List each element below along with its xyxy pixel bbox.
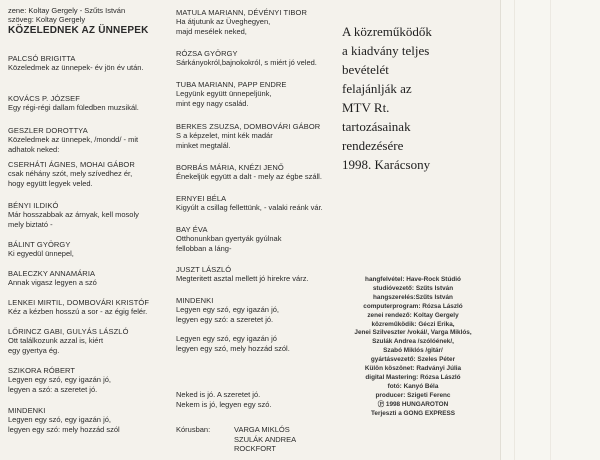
lyric-entry (176, 265, 334, 284)
credit-line: zenei rendező: Koltay Gergely (367, 311, 459, 319)
performer-name: JUSZT LÁSZLÓ (176, 265, 232, 274)
lyric-line: Ki egyedül ünnepel, (8, 249, 74, 258)
lyric-entry (176, 334, 334, 353)
lyric-line: Kigyúlt a csillag fellettünk, - valaki reánk vár. (176, 203, 323, 212)
lyric-line: minket megtalál. (176, 140, 231, 150)
credit-line: Terjeszti a GONG EXPRESS (370, 409, 456, 417)
lyric-line: S a képzelet, mint kék madár (176, 131, 273, 140)
lyric-line: Legyen egy szó, egy igazán jó, (8, 415, 111, 424)
lyric-line: Sárkányokról,bajnokokról, s miért jó veled. (176, 58, 317, 67)
credit-line: Jenei Szilveszter /vokál/, Varga Miklós, (354, 329, 472, 337)
lyric-line: Otthonunkban gyertyák gyúlnak (176, 234, 282, 243)
lyric-line: Énekeljük együtt a dalt - mely az égbe száll. (176, 172, 322, 181)
lyric-line: Annak vigasz legyen a szó (8, 278, 97, 287)
chorus-label: Kórusban: (176, 425, 211, 434)
lyric-line: Közeledmek az ünnepek, /mondd/ - mit (8, 135, 139, 144)
credit-line: fotó: Kanyó Béla (387, 382, 439, 390)
performer-name: TUBA MARIANN, PAPP ENDRE (176, 80, 287, 89)
performer-name: MINDENKI (176, 296, 214, 305)
chorus-name: ROCKFORT (234, 444, 276, 453)
composer-credit: zene: Koltay Gergely - Szűts István (8, 6, 126, 15)
lyric-entry (8, 298, 160, 317)
lyric-entry (176, 194, 334, 213)
lyric-line: Legyünk együtt ünnepeljünk, (176, 89, 272, 98)
statement-line: a kiadvány teljes (342, 43, 430, 58)
credit-line: digital Mastering: Rózsa László (365, 373, 461, 381)
lyric-line: majd mesélek neked, (176, 26, 247, 36)
lyric-entry (8, 327, 160, 355)
song-title: KÖZELEDNEK AZ ÜNNEPEK (8, 25, 149, 36)
lyric-line: Ha átjutunk az Üveghegyen, (176, 17, 271, 26)
lyric-line: Egy régi-régi dallam füledben muzsikál. (8, 103, 139, 112)
performer-name: RÓZSA GYÖRGY (176, 49, 238, 58)
lyric-line: Legyen egy szó, egy igazán jó, (8, 375, 111, 384)
performer-name: BALECZKY ANNAMÁRIA (8, 269, 96, 278)
chorus-names (234, 425, 296, 454)
fold-line (550, 0, 551, 460)
performer-name: LENKEI MIRTIL, DOMBOVÁRI KRISTÓF (8, 298, 150, 307)
lyric-line: legyen egy szó: mely hozzád szól (8, 424, 120, 434)
lyric-entry (176, 122, 334, 150)
lyricist-credit: szöveg: Koltay Gergely (8, 15, 86, 24)
performer-name: CSERHÁTI ÁGNES, MOHAI GÁBOR (8, 160, 135, 169)
lyric-line: hogy együtt legyek veled. (8, 178, 93, 188)
lyric-line: legyen egy szó, mely hozzád szól. (176, 343, 290, 353)
statement-line: tartozásainak (342, 119, 411, 134)
lyric-line: mely biztató - (8, 219, 53, 229)
lyric-line: egy gyertya ég. (8, 345, 60, 355)
credit-line: studióvezető: Szűts István (372, 284, 454, 292)
credit-line: gyártásvezető: Szeles Péter (370, 356, 456, 364)
fold-line (514, 0, 515, 460)
lyric-line: Nekem is jó, legyen egy szó. (176, 399, 272, 409)
performer-name: BERKES ZSUZSA, DOMBOVÁRI GÁBOR (176, 122, 321, 131)
fold-line (500, 0, 501, 460)
lyric-line: legyen egy szó: a szeretet jó. (176, 314, 274, 324)
performer-name: KOVÁCS P. JÓZSEF (8, 94, 80, 103)
donation-statement (342, 22, 482, 174)
statement-line: bevételét (342, 62, 389, 77)
lyric-line: Megteritett asztal mellett jó hirekre várz. (176, 274, 309, 283)
lyric-entry (176, 390, 334, 409)
statement-line: rendezésére (342, 138, 404, 153)
performer-name: BÉNYI ILDIKÓ (8, 201, 59, 210)
production-credits (338, 276, 488, 419)
performer-name: GESZLER DOROTTYA (8, 126, 88, 135)
lyric-line: Ott találkozunk azzal is, kiért (8, 336, 104, 345)
lyric-line: csak néhány szót, mely szívedhez ér, (8, 169, 133, 178)
statement-line: felajánlják az (342, 81, 412, 96)
credit-line: hangszerelés:Szűts István (373, 293, 453, 301)
lyric-entry (176, 8, 334, 36)
statement-line: MTV Rt. (342, 100, 390, 115)
performer-name: LŐRINCZ GABI, GULYÁS LÁSZLÓ (8, 327, 129, 336)
lyric-entry (176, 49, 334, 68)
performer-name: BORBÁS MÁRIA, KNÉZI JENŐ (176, 163, 284, 172)
lyric-line: fellobban a láng- (176, 243, 232, 253)
lyric-entry (8, 406, 160, 434)
lyric-entry (176, 80, 334, 108)
credit-line: Ⓟ 1998 HUNGAROTON (377, 400, 449, 408)
chorus-name: VARGA MIKLÓS (234, 425, 290, 434)
lyric-entry (8, 201, 160, 229)
performer-name: ERNYEI BÉLA (176, 194, 227, 203)
credit-line: közreműködik: Géczi Erika, (371, 320, 455, 328)
performer-name: BÁLINT GYÖRGY (8, 240, 71, 249)
chorus-name: SZULÁK ANDREA (234, 434, 297, 444)
lyric-line: Legyen egy szó, egy igazán jó, (176, 305, 279, 314)
lyric-entry (8, 240, 160, 259)
performer-name: PALCSÓ BRIGITTA (8, 54, 76, 63)
credit-line: Külön köszönet: Radványi Júlia (364, 365, 462, 373)
lyric-entry (8, 94, 160, 113)
lyric-line: legyen a szó: a szeretet jó. (8, 384, 98, 394)
lyric-line: Neked is jó. A szeretet jó. (176, 390, 261, 399)
performer-name: MATULA MARIANN, DÉVÉNYI TIBOR (176, 8, 307, 17)
statement-line: A közreműködők (342, 24, 432, 39)
lyric-entry (8, 366, 160, 394)
credit-line: computerprogram: Rózsa László (363, 302, 463, 310)
performer-name: MINDENKI (8, 406, 46, 415)
lyric-entry (176, 163, 334, 182)
lyric-entry (176, 225, 334, 253)
lyric-line: Már hosszabbak az árnyak, kell mosoly (8, 210, 139, 219)
lyric-line: Legyen egy szó, egy igazán jó (176, 334, 277, 343)
lyric-entry (8, 269, 160, 288)
lyric-entry (8, 160, 160, 188)
credit-line: producer: Szigeti Ferenc (375, 391, 451, 399)
credit-line: Szabó Miklós /gitár/ (383, 347, 443, 355)
lyric-entry (8, 126, 160, 154)
performer-name: BAY ÉVA (176, 225, 208, 234)
performer-name: SZIKORA RÓBERT (8, 366, 76, 375)
lyric-entry (8, 54, 160, 73)
song-credits (8, 6, 125, 24)
lyric-line: adhatok neked: (8, 144, 60, 154)
credit-line: hangfelvétel: Have-Rock Stúdió (365, 276, 461, 283)
lyric-line: Kéz a kézben hosszú a sor - az égig felér. (8, 307, 148, 316)
credit-line: Szulák Andrea /szólóének/, (372, 338, 454, 346)
lyric-line: mint egy nagy család. (176, 98, 249, 108)
statement-line: 1998. Karácsony (342, 157, 431, 172)
lyric-entry (176, 296, 334, 324)
lyric-line: Közeledmek az ünnepek- év jön év után. (8, 63, 144, 72)
